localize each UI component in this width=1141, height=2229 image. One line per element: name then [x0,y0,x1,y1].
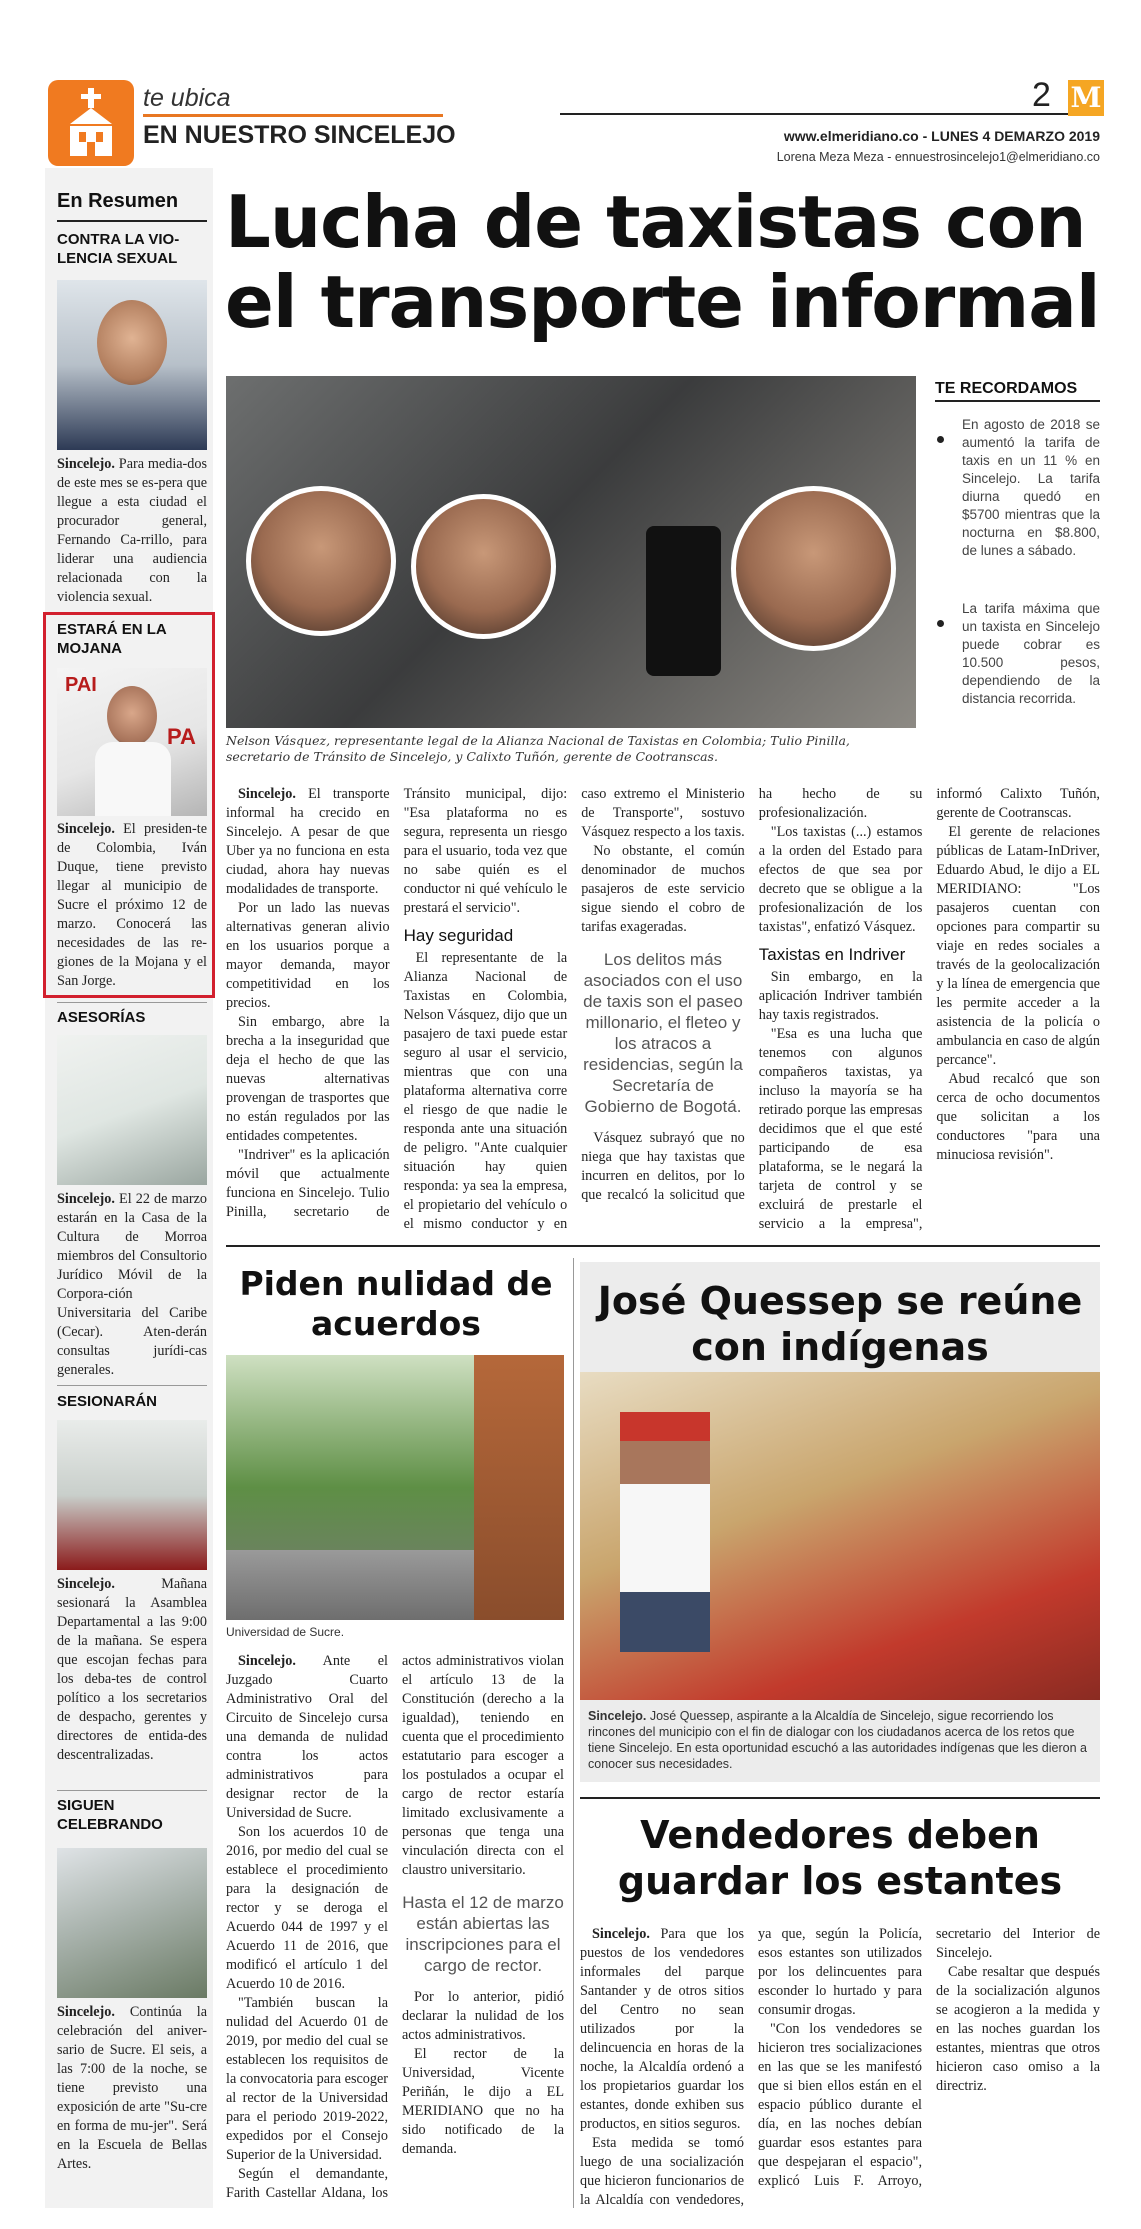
main-headline: Lucha de taxistas con el transporte informal [225,180,1100,344]
recordamos-title: TE RECORDAMOS [935,380,1078,397]
sidebar-item-text: Sincelejo. Continúa la celebración del aniver-sario de Sucre. El seis, a las 7:00 de la noche, se tiene previsto una exposición de arte "Su-cre en forma de mu-jer". Será en la Escuela de Bellas Artes. [57,2004,207,2172]
nulidad-photo-universidad [226,1355,564,1620]
nulidad-headline: Piden nulidad de acuerdos [239,1264,553,1343]
main-story-body: Sincelejo. El transporte informal ha crecido en Sincelejo. A pesar de que Uber ya no funciona en esta ciudad, ahora hay nuevas modalidades de transporte. Por un lado las nuevas alternativas generan alivio en los usuarios porque a mayor demanda, mayor competitividad en los precios. Sin embargo, abre la brecha a la inseguridad que deja el hecho de que las nuevas alternativas provengan de trasportes que no están regulados por las entidades competentes. "Indriver" es la aplicación móvil que actualmente funciona en Sincelejo. Tulio Pinilla, secretario de Tránsito municipal, dijo: "Esa plataforma no es segura, representa un riesgo para el usuario, toda vez que no sabe quién es el conductor ni qué vehículo le prestará el servicio". Hay seguridad El representante de la Alianza Nacional de Taxistas en Colombia, Nelson Vásquez, dijo que un pasajero de taxi puede estar seguro al usar el servicio, mientras que con una plataforma alternativa corre el riesgo de que nadie le responda ante una situación de peligro. "Ante cualquier situación hay quien responda: ya sea la empresa, el propietario del vehículo o el mismo conductor y en caso extremo el Ministerio de Transporte", sostuvo Vásquez respecto a los taxis. No obstante, el común denominador de muchos pasajeros de este servicio sigue siendo el cobro de tarifas exageradas. Los delitos más asociados con el uso de taxis son el paseo millonario, el fleteo y los atracos a residencias, según la Secretaría de Gobierno de Bogotá. Vásquez subrayó que no niega que hay taxistas que incurren en delitos, por lo que recalcó la solicitud que ha hecho de su profesionalización. "Los taxistas (...) estamos a la orden del Estado para efectos de que sea por decreto que se obligue a la profesionalización de los taxistas", enfatizó Vásquez. Taxistas en Indriver Sin embargo, en la aplicación Indriver también hay taxis registrados. "Esa es una lucha que tenemos con algunos compañeros taxistas, ya incluso la mayoría se ha retirado porque las empresas decidimos que el que esté participando de esa plataforma, se le negará la tarjeta de control y se excluirá de prestarle el servicio a la empresa", informó Calixto Tuñón, gerente de Cootranscas. El gerente de relaciones públicas de Latam-InDriver, Eduardo Abud, le dijo a EL MERIDIANO: "Los pasajeros cuentan con opciones para compartir su viaje en redes sociales a través de la geolocalización y la línea de emergencia que les permite acceder a la asistencia de la policía o ambulancia en caso de algún percance". Abud recalcó que son cerca de ocho documentos que solicitan a los conductores "para una minuciosa revisión". [226,786,1100,1232]
sidebar-photo-asamblea [57,1420,207,1570]
sidebar-photo-procurador [57,280,207,450]
sidebar-item-heading: ASESORÍAS [57,1009,146,1026]
author-line: Lorena Meza Meza - ennuestrosincelejo1@elmeridiano.co [776,150,1100,164]
bullet-icon [937,620,944,627]
sidebar-item-heading: SIGUEN CELEBRANDO [57,1797,163,1833]
recordamos-rule [935,400,1100,402]
section-rule [580,1797,1100,1799]
section-logo [48,80,134,166]
sidebar-divider [57,1385,207,1386]
sidebar-item-text: Sincelejo. El 22 de marzo estarán en la Casa de la Cultura de Morroa miembros del Consultorio Jurídico Móvil de la Corpora-ción Universitaria del Caribe (Cecar). Aten-derán consultas jurídi-cas generales. [57,1191,207,1378]
section-name: EN NUESTRO SINCELEJO [143,121,456,149]
main-photo-caption: Nelson Vásquez, representante legal de la Alianza Nacional de Taxistas en Colombia; Tulio Pinilla, secretario de Tránsito de Sincelejo, y Calixto Tuñón, gerente de Cootranscas. [226,733,850,764]
phone-graphic [646,526,721,676]
recordamos-item: La tarifa máxima que un taxista en Sincelejo puede cobrar es 10.500 pesos, dependiendo de la distancia recorrida. [962,601,1100,706]
nulidad-photo-caption: Universidad de Sucre. [226,1625,345,1639]
quessep-headline: José Quessep se reúne con indígenas [597,1279,1083,1369]
site-date-line: www.elmeridiano.co - LUNES 4 DEMARZO 2019 [783,128,1100,144]
bullet-icon [937,436,944,443]
recordamos-item: En agosto de 2018 se aumentó la tarifa de taxis en un 11 % en Sincelejo. La tarifa diurna quedó en $5700 mientras que la nocturna en $8.800, de lunes a sábado. [962,417,1100,558]
vendedores-headline: Vendedores deben guardar los estantes [617,1813,1063,1903]
pull-quote: Hasta el 12 de marzo están abiertas las inscripciones para el cargo de rector. [402,1893,564,1975]
portrait-pinilla [411,494,556,639]
newspaper-badge: M [1068,80,1104,116]
section-slogan: te ubica [143,84,231,112]
quessep-photo-caption: Sincelejo. José Quessep, aspirante a la Alcaldía de Sincelejo, sigue recorriendo los rincones del municipio con el fin de dialogar con los ciudadanos acerca de los retos que tiene Sincelejo. En esta oportunidad escuchó a las autoridades indígenas que les dieron a conocer sus necesidades. [588,1709,1087,1771]
sidebar-title: En Resumen [57,190,179,212]
sidebar-photo-celebracion [57,1848,207,1998]
sidebar-photo-asesorias [57,1035,207,1185]
sidebar-item-text: Sincelejo. El presiden-te de Colombia, Iván Duque, tiene previsto llegar al municipio de Sucre el próximo 12 de marzo. Conocerá las necesidades de las re-giones de la Mojana y el San Jorge. [57,821,207,989]
vendedores-story-body: Sincelejo. Para que los puestos de los vendedores informales del parque Santander y de otros sitios del Centro no sean utilizados por la delincuencia en horas de la noche, la Alcaldía ordenó a los propietarios guardar los estantes, donde exhiben sus productos, en sitios seguros. Esta medida se tomó luego de una socialización que hicieron funcionarios de la Alcaldía con vendedores, ya que, según la Policía, esos estantes son utilizados por los delincuentes para esconder lo hurtado y para consumir drogas. "Con los vendedores se hicieron tres socializaciones en las que se les manifestó que si bien ellos están en el espacio público durante el día, en las noches debían guardar esos estantes para que despejaran el espacio", explicó Luis F. Arroyo, secretario del Interior de Sincelejo. Cabe resaltar que después de la socialización algunos se acogieron a la medida y en las noches guardan los estantes, mientras que otros hicieron caso omiso a la directriz. [580,1926,1100,2208]
pull-quote: Los delitos más asociados con el uso de taxis son el paseo millonario, el fleteo y los atracos a residencias, según la Secretaría de Gobierno de Bogotá. [583,950,743,1116]
page-number: 2 [1032,76,1051,114]
slogan-underline [143,114,443,117]
sidebar-item-heading: SESIONARÁN [57,1393,158,1410]
portrait-vasquez [246,486,396,636]
sidebar-item-heading: CONTRA LA VIO-LENCIA SEXUAL [57,231,180,267]
sidebar-divider [57,1790,207,1791]
subhead: Hay seguridad [403,926,514,945]
main-photo-taxi [226,376,916,728]
sidebar-title-rule [57,220,207,222]
subhead: Taxistas en Indriver [758,945,906,964]
church-icon [48,80,134,166]
sidebar-item-text: Sincelejo. Mañana sesionará la Asamblea Departamental a las 9:00 de la mañana. Se espera que escojan fechas para los deba-tes de control político a los secretarios de despacho, gerentes y directores de entida-des descentralizadas. [57,1576,207,1763]
nulidad-story-body: Sincelejo. Ante el Juzgado Cuarto Administrativo Oral del Circuito de Sincelejo cursa una demanda de nulidad contra los actos administrativos para designar rector de la Universidad de Sucre. Son los acuerdos 10 de 2016, por medio del cual se establece el procedimiento para la designación de rector y se deroga el Acuerdo 044 de 1997 y el Acuerdo 11 de 2016, que modificó el artículo 1 del Acuerdo 10 de 2016. "También buscan la nulidad del Acuerdo 01 de 2019, por medio del cual se establecen los requisitos de la convocatoria para escoger al rector de la Universidad para el periodo 2019-2022, expedidos por el Consejo Superior de la Universidad. Según el demandante, Farith Castellar Aldana, los actos administrativos violan el artículo 13 de la Constitución (derecho a la igualdad), teniendo en cuenta que el procedimiento estatutario para escoger a los postulados a ocupar el cargo de rector estaría limitado exclusivamente a personas que tenga una vinculación directa con el claustro universitario. Hasta el 12 de marzo están abiertas las inscripciones para el cargo de rector. Por lo anterior, pidió declarar la nulidad de los actos administrativos. El rector de la Universidad, Vicente Periñán, le dijo a EL MERIDIANO que no ha sido notificado de la demanda. [226,1653,564,2201]
sidebar-photo-duque: PAI PA [57,668,207,816]
column-separator [573,1258,574,2208]
portrait-tunon [731,486,896,651]
sidebar-item-heading: ESTARÁ EN LA MOJANA [57,621,167,657]
sidebar-divider [57,1002,207,1003]
sidebar-item-text: Sincelejo. Para media-dos de este mes se es-pera que llegue a esta ciudad el procurador general, Fernando Ca-rrillo, para liderar una audiencia relacionada con la violencia sexual. [57,456,207,605]
header-rule [560,113,1100,115]
section-rule [226,1245,1100,1247]
quessep-photo [580,1372,1100,1700]
